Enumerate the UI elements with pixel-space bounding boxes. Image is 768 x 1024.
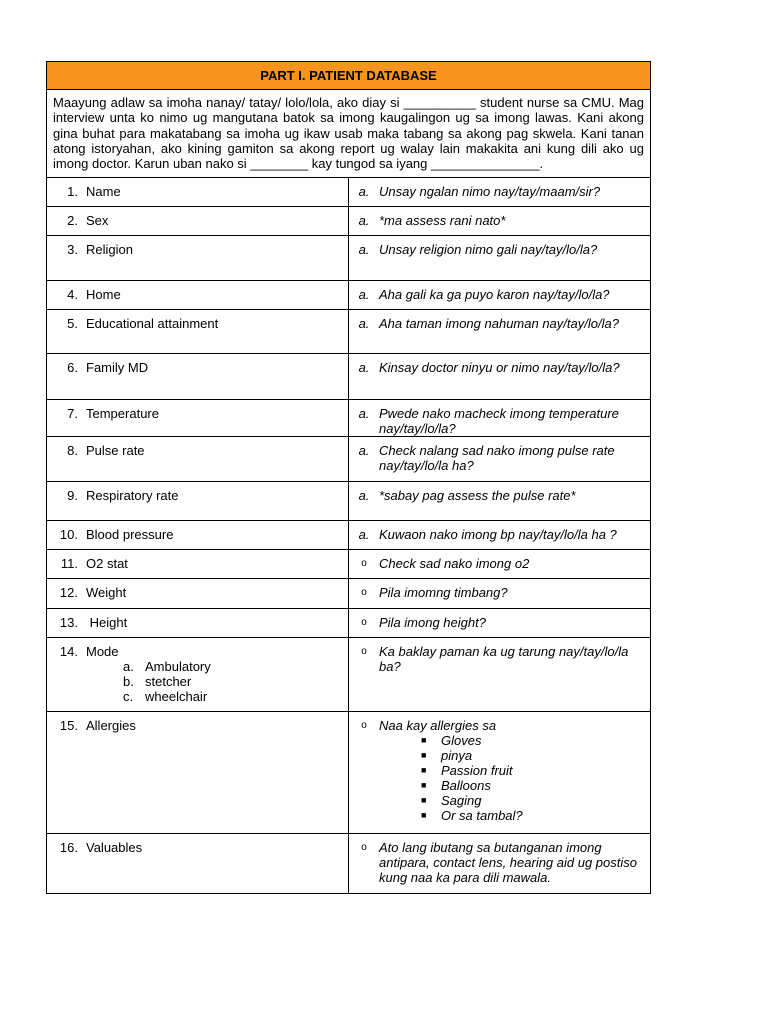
item-number: 6. [67,360,78,376]
item-label: Temperature [86,406,159,422]
question-cell [349,354,651,400]
allergy-item: Or sa tambal? [441,808,523,824]
intro-paragraph: Maayung adlaw sa imoha nanay/ tatay/ lolo/lola, ako diay si __________ student nurse sa CMU. Mag interview unta ko nimo ug mangutana batok sa imong kaugalingon ug sa imong lawas. Kani akong gina buhat para makatabang sa imoha ug ikaw usab maka tabang sa akong pag skwela. Kani tanan atong istoryahan, ako kining gamiton sa akong report ug walay lain makakita ani kung dili ako ug imong doctor. Karun uban nako si ________ kay tungod sa iyang _______________. [47,90,651,178]
item-label: Allergies [86,718,136,734]
table-row [47,712,651,834]
option-text: Ambulatory [145,659,211,675]
question-text: Pila imong height? [379,615,486,631]
allergy-item: pinya [441,748,473,764]
item-label-cell [47,834,349,894]
item-number: 4. [67,287,78,303]
item-label-cell [47,236,349,281]
question-cell [349,310,651,354]
table-row [47,579,651,609]
table-row [47,550,651,579]
square-bullet-icon: ■ [421,795,427,806]
table-title: PART I. PATIENT DATABASE [47,62,651,90]
list-marker: o [361,842,367,854]
option-text: wheelchair [145,689,208,705]
square-bullet-icon: ■ [421,765,427,776]
question-cell [349,178,651,207]
allergy-item: Gloves [441,733,482,749]
list-marker: o [361,646,367,658]
list-marker: a. [358,527,370,543]
item-number: 10. [59,527,78,543]
question-text: Aha gali ka ga puyo karon nay/tay/lo/la? [379,287,610,303]
table-row [47,521,651,550]
item-label: Family MD [86,360,149,376]
question-cell [349,579,651,609]
list-marker: a. [358,242,370,258]
allergy-item: Balloons [441,778,491,794]
table-row [47,437,651,482]
list-item [123,674,348,689]
table-row [47,178,651,207]
item-label: Educational attainment [86,316,219,332]
question-text: Kinsay doctor ninyu or nimo nay/tay/lo/la? [379,360,620,376]
question-cell [349,834,651,894]
item-label: Mode [86,644,119,660]
item-label-cell [47,400,349,437]
question-cell [349,207,651,236]
allergy-list [349,733,650,823]
item-label: Blood pressure [86,527,174,543]
table-row [47,638,651,712]
table-row [47,834,651,894]
question-text: *sabay pag assess the pulse rate* [379,488,576,504]
list-item [123,659,348,674]
question-text: Check nalang sad nako imong pulse rate nay/tay/lo/la ha? [379,443,615,474]
list-marker: a. [358,488,370,504]
question-cell [349,400,651,437]
question-cell [349,482,651,521]
item-label-cell [47,521,349,550]
patient-database-table [46,61,651,894]
question-cell [349,236,651,281]
option-text: stetcher [145,674,192,690]
item-number: 11. [60,556,78,572]
list-item [123,689,348,704]
list-item [421,778,650,793]
question-text: Unsay religion nimo gali nay/tay/lo/la? [379,242,598,258]
item-label: Valuables [86,840,143,856]
item-label-cell [47,638,349,712]
list-marker: a. [358,360,370,376]
list-item [421,763,650,778]
option-letter: a. [123,659,134,675]
question-text: *ma assess rani nato* [379,213,506,229]
item-number: 7. [67,406,78,422]
mode-options-list [47,659,348,704]
allergy-item: Passion fruit [441,763,513,779]
question-text: Pwede nako macheck imong temperature nay/tay/lo/la? [379,406,619,437]
list-item [421,793,650,808]
table-row [47,482,651,521]
question-cell [349,550,651,579]
list-marker: o [361,558,367,570]
list-marker: a. [358,184,370,200]
list-item [421,733,650,748]
patient-database-sheet [46,61,651,894]
question-text: Unsay ngalan nimo nay/tay/maam/sir? [379,184,601,200]
item-label: Respiratory rate [86,488,179,504]
item-label: Religion [86,242,133,258]
question-text: Kuwaon nako imong bp nay/tay/lo/la ha ? [379,527,617,543]
square-bullet-icon: ■ [421,780,427,791]
item-label: Home [86,287,121,303]
table-row [47,400,651,437]
list-item [421,748,650,763]
intro-row [47,90,651,178]
item-label: Height [86,615,128,631]
question-cell [349,712,651,834]
item-label: Weight [86,585,127,601]
question-cell [349,638,651,712]
item-number: 16. [59,840,78,856]
allergy-item: Saging [441,793,482,809]
item-label-cell [47,310,349,354]
question-cell [349,521,651,550]
square-bullet-icon: ■ [421,810,427,821]
table-row [47,207,651,236]
item-number: 8. [67,443,78,459]
item-number: 15. [59,718,78,734]
question-text: Pila imomng timbang? [379,585,508,601]
item-number: 2. [67,213,78,229]
question-text: Aha taman imong nahuman nay/tay/lo/la? [379,316,619,332]
item-label-cell [47,712,349,834]
option-letter: b. [123,674,134,690]
question-text: Ato lang ibutang sa butanganan imong antipara, contact lens, hearing aid ug postiso kung naa ka para dili mawala. [379,840,638,886]
list-marker: a. [358,316,370,332]
list-marker: a. [358,443,370,459]
square-bullet-icon: ■ [421,735,427,746]
item-number: 1. [67,184,78,200]
item-label-cell [47,207,349,236]
item-label: Sex [86,213,109,229]
table-row [47,310,651,354]
item-label-cell [47,437,349,482]
question-text: Check sad nako imong o2 [379,556,530,572]
table-row [47,354,651,400]
question-text: Ka baklay paman ka ug tarung nay/tay/lo/la ba? [379,644,629,675]
item-number: 12. [59,585,78,601]
list-marker: a. [358,406,370,422]
table-row [47,236,651,281]
item-number: 9. [67,488,78,504]
square-bullet-icon: ■ [421,750,427,761]
item-label-cell [47,281,349,310]
item-label-cell [47,354,349,400]
table-row [47,609,651,638]
question-cell [349,609,651,638]
list-item [421,808,650,823]
item-number: 5. [67,316,78,332]
option-letter: c. [123,689,134,705]
item-label-cell [47,178,349,207]
item-label: Name [86,184,121,200]
item-label: Pulse rate [86,443,145,459]
question-cell [349,437,651,482]
list-marker: a. [358,213,370,229]
list-marker: o [361,587,367,599]
list-marker: o [361,720,367,732]
item-label: O2 stat [86,556,128,572]
item-label-cell [47,609,349,638]
item-label-cell [47,579,349,609]
item-number: 3. [67,242,78,258]
item-label-cell [47,550,349,579]
title-row [47,62,651,90]
table-row [47,281,651,310]
list-marker: o [361,617,367,629]
list-marker: a. [358,287,370,303]
question-text: Naa kay allergies sa [379,718,497,734]
item-label-cell [47,482,349,521]
item-number: 13. [59,615,78,631]
question-cell [349,281,651,310]
item-number: 14. [59,644,78,660]
